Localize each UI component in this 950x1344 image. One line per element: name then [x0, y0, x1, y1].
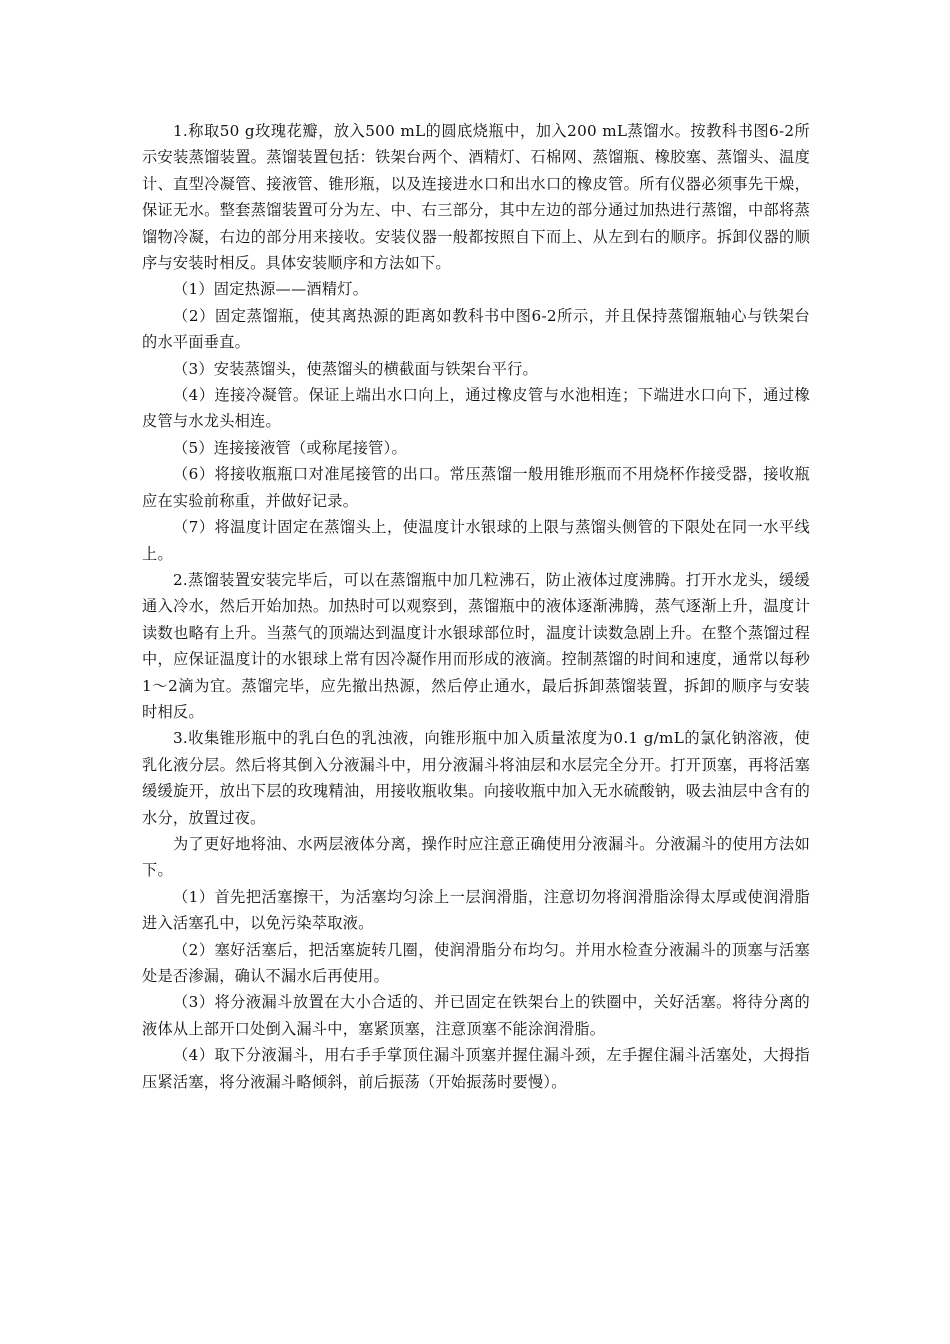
paragraph-substep-7: （7）将温度计固定在蒸馏头上，使温度计水银球的上限与蒸馏头侧管的下限处在同一水平线上。	[142, 518, 810, 563]
paragraph-substep-2: （2）固定蒸馏瓶，使其离热源的距离如教科书中图6-2所示，并且保持蒸馏瓶轴心与铁架台的水平面垂直。	[142, 306, 810, 352]
paragraph-funnel-step-3: （3）将分液漏斗放置在大小合适的、并已固定在铁架台上的铁圈中，关好活塞。将待分离的液体从上部开口处倒入漏斗中，塞紧顶塞，注意顶塞不能涂润滑脂。	[142, 993, 810, 1038]
paragraph-step-2: 2.蒸馏装置安装完毕后，可以在蒸馏瓶中加几粒沸石，防止液体过度沸腾。打开水龙头，缓缓通入冷水，然后开始加热。加热时可以观察到，蒸馏瓶中的液体逐渐沸腾，蒸气逐渐上升，温度计读数也略有上升。当蒸气的顶端达到温度计水银球部位时，温度计读数急剧上升。在整个蒸馏过程中，应保证温度计的水银球上常有因冷凝作用而形成的液滴。控制蒸馏的时间和速度，通常以每秒1～2滴为宜。蒸馏完毕，应先撤出热源，然后停止通水，最后拆卸蒸馏装置，拆卸的顺序与安装时相反。	[142, 570, 810, 721]
paragraph-funnel-intro: 为了更好地将油、水两层液体分离，操作时应注意正确使用分液漏斗。分液漏斗的使用方法如下。	[142, 834, 810, 880]
paragraph-step-3: 3.收集锥形瓶中的乳白色的乳浊液，向锥形瓶中加入质量浓度为0.1 g/mL的氯化钠溶液，使乳化液分层。然后将其倒入分液漏斗中，用分液漏斗将油层和水层完全分开。打开顶塞，再将活塞缓缓旋开，放出下层的玫瑰精油，用接收瓶收集。向接收瓶中加入无水硫酸钠，吸去油层中含有的水分，放置过夜。	[142, 729, 810, 827]
paragraph-step-1: 1.称取50 g玫瑰花瓣，放入500 mL的圆底烧瓶中，加入200 mL蒸馏水。按教科书图6-2所示安装蒸馏装置。蒸馏装置包括：铁架台两个、酒精灯、石棉网、蒸馏瓶、橡胶塞、蒸馏头、温度计、直型冷凝管、接液管、锥形瓶，以及连接进水口和出水口的橡皮管。所有仪器必须事先干燥，保证无水。整套蒸馏装置可分为左、中、右三部分，其中左边的部分通过加热进行蒸馏，中部将蒸馏物冷凝，右边的部分用来接收。安装仪器一般都按照自下而上、从左到右的顺序。拆卸仪器的顺序与安装时相反。具体安装顺序和方法如下。	[142, 122, 810, 273]
paragraph-funnel-step-1: （1）首先把活塞擦干，为活塞均匀涂上一层润滑脂，注意切勿将润滑脂涂得太厚或使润滑脂进入活塞孔中，以免污染萃取液。	[142, 887, 810, 933]
paragraph-substep-4: （4）连接冷凝管。保证上端出水口向上，通过橡皮管与水池相连；下端进水口向下，通过橡皮管与水龙头相连。	[142, 386, 810, 431]
paragraph-substep-1: （1）固定热源——酒精灯。	[173, 280, 369, 299]
paragraph-substep-3: （3）安装蒸馏头，使蒸馏头的横截面与铁架台平行。	[173, 359, 538, 378]
document-body	[142, 118, 810, 1095]
paragraph-substep-5: （5）连接接液管（或称尾接管）。	[173, 438, 407, 457]
paragraph-funnel-step-2: （2）塞好活塞后，把活塞旋转几圈，使润滑脂分布均匀。并用水检查分液漏斗的顶塞与活塞处是否渗漏，确认不漏水后再使用。	[142, 940, 810, 985]
paragraph-substep-6: （6）将接收瓶瓶口对准尾接管的出口。常压蒸馏一般用锥形瓶而不用烧杯作接受器，接收瓶应在实验前称重，并做好记录。	[142, 465, 810, 510]
paragraph-funnel-step-4: （4）取下分液漏斗，用右手手掌顶住漏斗顶塞并握住漏斗颈，左手握住漏斗活塞处，大拇指压紧活塞，将分液漏斗略倾斜，前后振荡（开始振荡时要慢）。	[142, 1046, 810, 1091]
